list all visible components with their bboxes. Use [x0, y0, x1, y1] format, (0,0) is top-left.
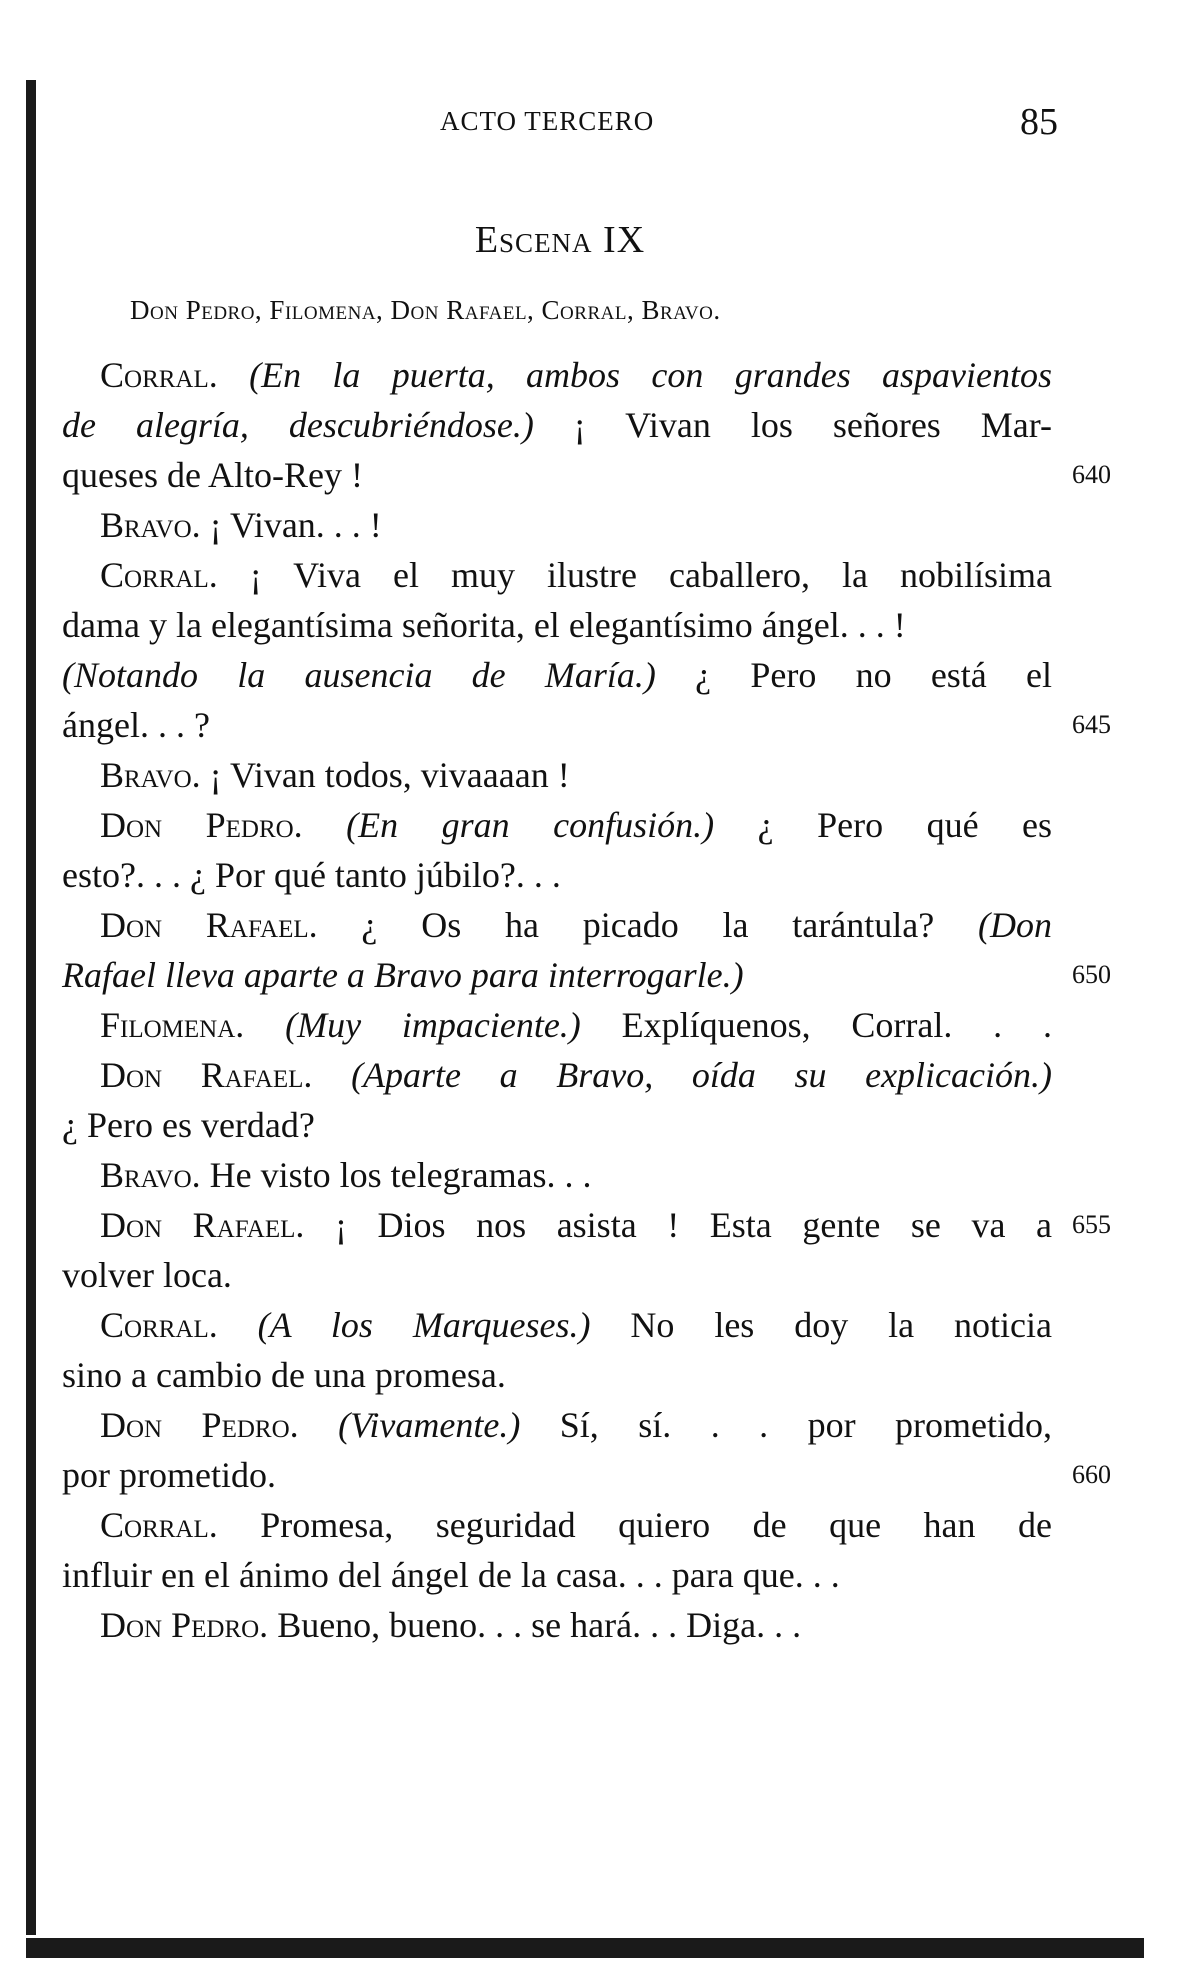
stage-direction: (Notando la ausencia de María.) [62, 655, 656, 695]
text-line [62, 700, 1111, 750]
page-bottom-edge [26, 1938, 1144, 1958]
dialogue: volver loca. [62, 1255, 232, 1295]
speaker: Don Rafael. [100, 1205, 305, 1245]
text-line [62, 1600, 1052, 1650]
dialogue: ¿ Pero qué es [757, 805, 1053, 845]
dialogue: ¡ Vivan los señores Mar- [573, 405, 1053, 445]
text-line [62, 600, 1052, 650]
text-line [62, 1250, 1052, 1300]
dialogue: sino a cambio de una promesa. [62, 1355, 506, 1395]
stage-direction: (En gran confusión.) [346, 805, 715, 845]
line-number: 645 [1072, 710, 1111, 739]
running-title: ACTO TERCERO [440, 106, 655, 136]
text-line [62, 1300, 1052, 1350]
stage-direction: (Aparte a Bravo, oída su explicación.) [351, 1055, 1052, 1095]
dialogue: queses de Alto-Rey ! [62, 455, 363, 495]
running-head [60, 101, 1060, 146]
scene-characters: Don Pedro, Filomena, Don Rafael, Corral, Bravo. [130, 295, 721, 325]
dialogue: ángel. . . ? [62, 705, 210, 745]
line-number: 660 [1072, 1460, 1111, 1489]
text-line [62, 450, 1111, 500]
scene-title: Escena IX [474, 219, 646, 261]
text-line [62, 900, 1052, 950]
line-number: 640 [1072, 460, 1111, 489]
text-line [62, 800, 1052, 850]
stage-direction: (En la puerta, ambos con grandes aspavientos [249, 355, 1053, 395]
speaker: Don Pedro. [100, 1405, 299, 1445]
text-line [62, 1100, 1052, 1150]
dialogue: influir en el ánimo del ángel de la casa. . . para que. . . [62, 1555, 840, 1595]
speaker: Don Rafael. [100, 905, 318, 945]
page-number: 85 [1020, 101, 1058, 143]
speaker: Corral. [100, 1505, 218, 1545]
dialogue: Sí, sí. . . por prometido, [559, 1405, 1053, 1445]
text-line [62, 1500, 1052, 1550]
text-line [62, 1000, 1052, 1050]
text-line [62, 850, 1052, 900]
dialogue: ¿ Pero no está el [695, 655, 1053, 695]
dialogue: ¡ Viva el muy ilustre caballero, la nobilísima [249, 555, 1052, 595]
text-line [62, 650, 1052, 700]
stage-direction: (A los Marqueses.) [257, 1305, 591, 1345]
stage-direction: Rafael lleva aparte a Bravo para interrogarle.) [62, 955, 744, 995]
text-line [62, 350, 1052, 400]
dialogue: por prometido. [62, 1455, 276, 1495]
text-line [62, 1150, 1052, 1200]
stage-direction: de alegría, descubriéndose.) [62, 405, 534, 445]
line-number: 655 [1072, 1210, 1111, 1239]
dialogue: ¡ Vivan. . . ! [209, 505, 382, 545]
speaker: Corral. [100, 355, 218, 395]
speaker: Don Rafael. [100, 1055, 313, 1095]
dialogue: esto?. . . ¿ Por qué tanto júbilo?. . . [62, 855, 561, 895]
dialogue: Explíquenos, Corral. . . [621, 1005, 1052, 1045]
text-line [62, 1050, 1052, 1100]
stage-direction: (Don [978, 905, 1053, 945]
speaker: Bravo. [100, 755, 201, 795]
line-number: 650 [1072, 960, 1111, 989]
speaker: Bravo. [100, 505, 201, 545]
text-line [62, 750, 1052, 800]
text-line [62, 550, 1052, 600]
stage-direction: (Vivamente.) [338, 1405, 521, 1445]
dialogue: Promesa, seguridad quiero de que han de [260, 1505, 1053, 1545]
play-text [62, 350, 1111, 1650]
speaker: Don Pedro. [100, 805, 303, 845]
dialogue: He visto los telegramas. . . [209, 1155, 592, 1195]
text-line [62, 400, 1052, 450]
dialogue: ¿ Pero es verdad? [62, 1105, 315, 1145]
speaker: Bravo. [100, 1155, 201, 1195]
text-line [62, 1200, 1111, 1250]
dialogue: dama y la elegantísima señorita, el elegantísimo ángel. . . ! [62, 605, 906, 645]
text-line [62, 500, 1052, 550]
text-line [62, 1350, 1052, 1400]
dialogue: No les doy la noticia [630, 1305, 1053, 1345]
stage-direction: (Muy impaciente.) [285, 1005, 581, 1045]
speaker: Corral. [100, 555, 218, 595]
speaker: Don Pedro. [100, 1605, 269, 1645]
page-binding-edge [26, 80, 36, 1935]
text-line [62, 1550, 1052, 1600]
dialogue: ¡ Vivan todos, vivaaaan ! [209, 755, 570, 795]
text-line [62, 950, 1111, 1000]
speaker: Corral. [100, 1305, 218, 1345]
dialogue: ¿ Os ha picado la tarántula? [361, 905, 935, 945]
dialogue: Bueno, bueno. . . se hará. . . Diga. . . [277, 1605, 802, 1645]
speaker: Filomena. [100, 1005, 245, 1045]
text-line [62, 1400, 1052, 1450]
dialogue: ¡ Dios nos asista ! Esta gente se va a [334, 1205, 1052, 1245]
text-line [62, 1450, 1111, 1500]
